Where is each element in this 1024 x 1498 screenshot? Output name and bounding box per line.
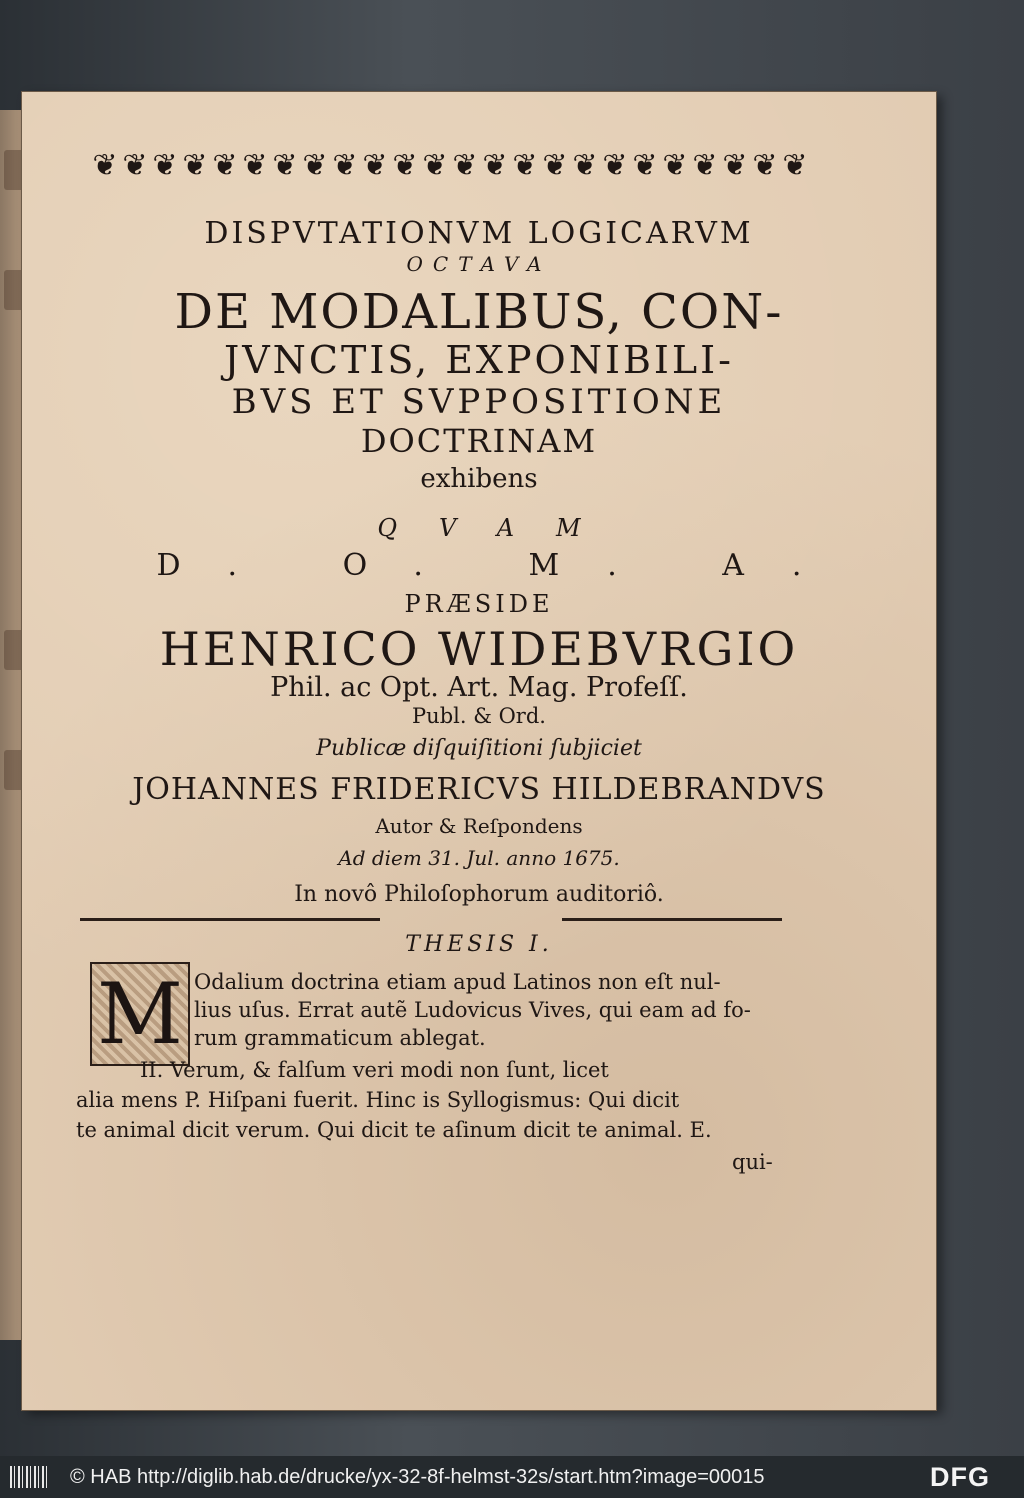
praeses-name: HENRICO WIDEBVRGIO	[159, 622, 799, 676]
copyright-url[interactable]: © HAB http://diglib.hab.de/drucke/yx-32-8f-helmst-32s/start.htm?image=00015	[70, 1466, 765, 1488]
fleuron-icon: ❦	[332, 148, 358, 183]
thesis-line: Odalium doctrina etiam apud Latinos non eſt nul-	[194, 970, 721, 994]
thesis-heading: THESIS I.	[405, 932, 553, 957]
fleuron-icon: ❦	[752, 148, 778, 183]
fleuron-icon: ❦	[722, 148, 748, 183]
fleuron-icon: ❦	[782, 148, 808, 183]
decorated-initial: M	[90, 962, 190, 1066]
divider-right	[562, 918, 782, 921]
dfg-logo: DFG	[930, 1462, 990, 1492]
fleuron-icon: ❦	[572, 148, 598, 183]
praeses-title-2: Publ. & Ord.	[412, 704, 546, 728]
disputation-place: In novô Philoſophorum auditoriô.	[294, 882, 664, 907]
dedication-doma: D. O. M. A.	[156, 548, 850, 583]
thesis-line: II. Verum, & falſum veri modi non ſunt, licet	[140, 1058, 609, 1082]
thesis-line: te animal dicit verum. Qui dicit te aſinum dicit te animal. E.	[76, 1118, 712, 1142]
title-line-4: JVNCTIS, EXPONIBILI-	[224, 338, 734, 382]
barcode-icon	[10, 1466, 48, 1488]
title-line-6: DOCTRINAM	[360, 422, 598, 460]
fleuron-icon: ❦	[152, 148, 178, 183]
praeses-label: PRÆSIDE	[404, 590, 554, 618]
fleuron-icon: ❦	[362, 148, 388, 183]
title-line-2: OCTAVA	[406, 252, 552, 276]
fleuron-icon: ❦	[482, 148, 508, 183]
title-line-7: exhibens	[420, 464, 538, 494]
respondent-intro: Publicæ diſquiſitioni ſubjiciet	[316, 736, 642, 761]
thesis-line: alia mens P. Hiſpani fuerit. Hinc is Syllogismus: Qui dicit	[76, 1088, 680, 1112]
fleuron-icon: ❦	[452, 148, 478, 183]
fleuron-icon: ❦	[692, 148, 718, 183]
fleuron-icon: ❦	[242, 148, 268, 183]
title-line-5: BVS ET SVPPOSITIONE	[231, 382, 727, 422]
fleuron-icon: ❦	[542, 148, 568, 183]
fleuron-icon: ❦	[512, 148, 538, 183]
fleuron-icon: ❦	[92, 148, 118, 183]
fleuron-icon: ❦	[392, 148, 418, 183]
respondent-role: Autor & Reſpondens	[375, 814, 583, 838]
divider-left	[80, 918, 380, 921]
fleuron-icon: ❦	[212, 148, 238, 183]
respondent-name: JOHANNES FRIDERICVS HILDEBRANDVS	[132, 772, 826, 807]
fleuron-icon: ❦	[122, 148, 148, 183]
fleuron-icon: ❦	[662, 148, 688, 183]
thesis-line: lius uſus. Errat autẽ Ludovicus Vives, qui eam ad fo-	[194, 998, 751, 1022]
fleuron-icon: ❦	[272, 148, 298, 183]
fleuron-icon: ❦	[302, 148, 328, 183]
catchword: qui-	[732, 1150, 773, 1174]
thesis-line: rum grammaticum ablegat.	[194, 1026, 486, 1050]
document-page	[22, 92, 936, 1410]
praeses-title-1: Phil. ac Opt. Art. Mag. Profeſſ.	[270, 672, 688, 703]
fleuron-icon: ❦	[422, 148, 448, 183]
dedication-quam: QVAM	[377, 514, 623, 542]
fleuron-icon: ❦	[182, 148, 208, 183]
title-line-1: DISPVTATIONVM LOGICARVM	[204, 216, 754, 251]
ornament-border	[90, 148, 810, 184]
title-line-3: DE MODALIBUS, CON-	[174, 284, 784, 340]
fleuron-icon: ❦	[602, 148, 628, 183]
disputation-date: Ad diem 31. Jul. anno 1675.	[338, 846, 620, 870]
viewer-footer	[0, 1456, 1024, 1498]
fleuron-icon: ❦	[632, 148, 658, 183]
